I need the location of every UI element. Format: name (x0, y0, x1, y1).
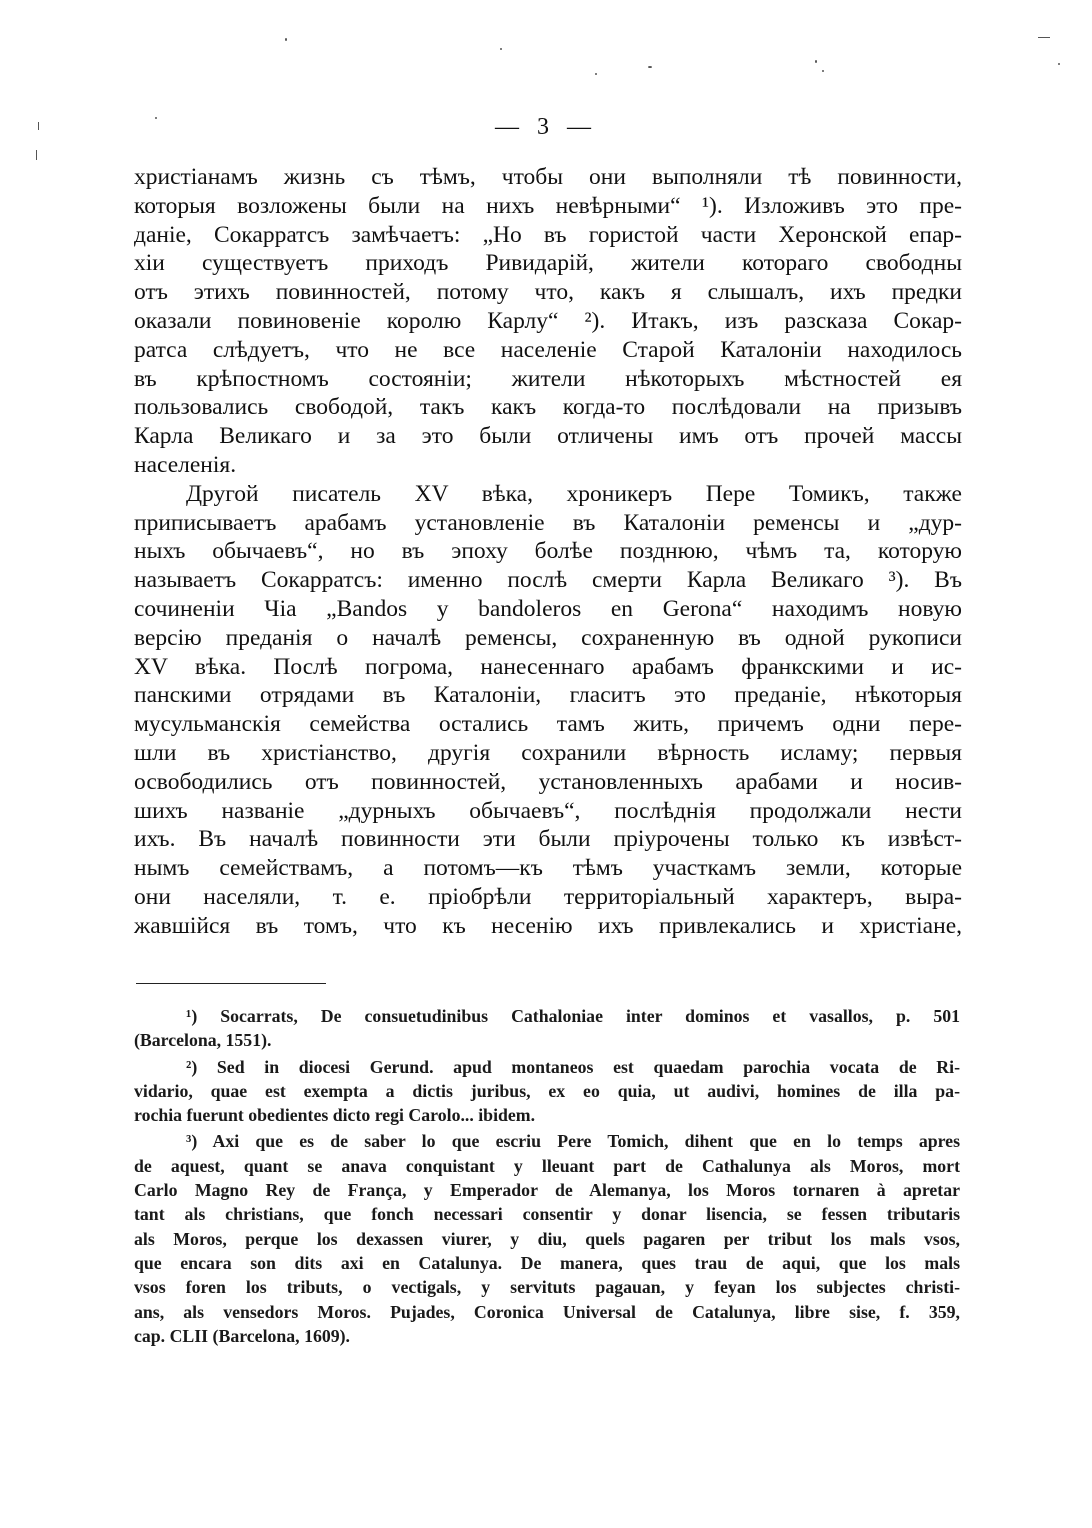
text-line: отъ этихъ повинностей, потому что, какъ я слышалъ, ихъ предки (134, 279, 962, 306)
footnotes (134, 1004, 960, 1350)
footnote-line: ¹) Socarrats, De consuetudinibus Cathaloniae inter dominos et vasallos, p. 501 (186, 1006, 960, 1026)
scan-speck (595, 73, 597, 75)
text-line: шихъ названіе „дурныхъ обычаевъ“, послѣднія продолжали нести (134, 797, 962, 824)
page-number: — 3 — (495, 114, 597, 140)
scan-speck (285, 38, 287, 41)
text-line: называетъ Сокарратсъ: именно послѣ смерти Карла Великаго ³). Въ (134, 567, 962, 594)
footnote-line: (Barcelona, 1551). (134, 1030, 272, 1051)
footnote-line: vsos foren los tributs, o vectigals, y servituts pagauan, y feyan los subjectes christi- (134, 1277, 960, 1298)
text-line: Другой писатель XV вѣка, хроникеръ Пере Томикъ, также (186, 480, 962, 507)
footnote-line: vidario, quae est exempta a dictis juribus, ex eo quia, ut audivi, homines de illa pa- (134, 1080, 960, 1101)
text-line: оказали повиновеніе королю Карлу“ ²). Итакъ, изъ разсказа Сокар- (134, 307, 962, 334)
text-line: хіи существуетъ приходъ Ривидарій, жители котораго свободны (134, 250, 962, 277)
footnote-line: cap. CLII (Barcelona, 1609). (134, 1325, 351, 1346)
footnote-separator (136, 983, 326, 984)
text-line: ихъ. Въ началѣ повинности эти были пріурочены только къ извѣст- (134, 826, 962, 853)
text-line: версію преданія о началѣ ременсы, сохраненную въ одной рукописи (134, 624, 962, 651)
text-line: которыя возложены были на нихъ невѣрными“ ¹). Изложивъ это пре- (134, 192, 962, 219)
text-line: они населяли, т. е. пріобрѣли территоріальный характеръ, выра- (134, 883, 962, 910)
text-line: пользовались свободой, такъ какъ когда-то послѣдовали на призывъ (134, 394, 962, 421)
text-line: приписываетъ арабамъ установленіе въ Каталоніи ременсы и „дур- (134, 509, 962, 536)
text-line: Карла Великаго и за это были отличены имъ отъ прочей массы (134, 423, 962, 450)
footnote-line: de aquest, quant se anava conquistant y lleuant part de Cathalunya als Moros, mort (134, 1155, 960, 1176)
body-text (134, 163, 962, 941)
text-line: мусульманскія семейства остались тамъ жить, причемъ одни пере- (134, 711, 962, 738)
footnote-line: Carlo Magno Rey de França, y Emperador de Alemanya, los Moros tornaren à apretar (134, 1180, 960, 1201)
text-line: населенія. (134, 451, 237, 478)
text-line: сочиненіи Чіа „Bandos y bandoleros en Gerona“ находимъ новую (134, 595, 962, 622)
text-line: освободились отъ повинностей, установленныхъ арабами и носив- (134, 768, 962, 795)
text-line: нымъ семействамъ, а потомъ—къ тѣмъ участкамъ земли, которые (134, 855, 962, 882)
footnote-line: ans, als vensedors Moros. Pujades, Coronica Universal de Catalunya, libre sise, f. 359, (134, 1301, 960, 1322)
scan-speck (815, 60, 817, 63)
scan-speck (1058, 63, 1060, 65)
text-line: въ крѣпостномъ состояніи; жители нѣкоторыхъ мѣстностей ея (134, 365, 962, 392)
footnote-2 (134, 1055, 960, 1128)
footnote-line: als Moros, perque los dexassen viurer, y diu, quels pagaren per tribut los mals vsos, (134, 1228, 960, 1249)
footnote-3 (134, 1129, 960, 1348)
scan-speck (648, 66, 652, 68)
scan-speck (1038, 37, 1050, 38)
text-line: ратса слѣдуетъ, что не все населеніе Старой Каталоніи находилось (134, 336, 962, 363)
footnote-line: ³) Axi que es de saber lo que escriu Pere Tomich, dihent que en lo temps apres (186, 1131, 960, 1152)
footnote-1 (134, 1004, 960, 1053)
scan-speck (36, 150, 37, 160)
footnote-line: que encara son dits axi en Catalunya. De manera, ques trau de aqui, que los mals (134, 1252, 960, 1273)
text-line: шли въ христіанство, другія сохранили вѣрность исламу; первыя (134, 739, 962, 766)
text-line: XV вѣка. Послѣ погрома, нанесеннаго арабамъ франкскими и ис- (134, 653, 962, 680)
text-line: панскими отрядами въ Каталоніи, гласитъ это преданіе, нѣкоторыя (134, 682, 962, 709)
scan-speck (500, 48, 502, 50)
text-line: жавшійся въ томъ, что къ несенію ихъ привлекались и христіане, (134, 912, 962, 939)
scan-speck (822, 70, 824, 72)
text-line: даніе, Сокарратсъ замѣчаетъ: „Но въ гористой части Херонской епар- (134, 221, 962, 248)
footnote-line: ²) Sed in diocesi Gerund. apud montaneos est quaedam parochia vocata de Ri- (186, 1056, 960, 1077)
footnote-line: tant als christians, que fonch necessari consentir y donar lisencia, se fessen tributaris (134, 1204, 960, 1225)
text-line: христіанамъ жизнь съ тѣмъ, чтобы они выполняли тѣ повинности, (134, 164, 962, 190)
footnote-line: rochia fuerunt obedientes dicto regi Carolo... ibidem. (134, 1105, 536, 1126)
text-line: ныхъ обычаевъ“, но въ эпоху болѣе позднюю, чѣмъ та, которую (134, 538, 962, 565)
